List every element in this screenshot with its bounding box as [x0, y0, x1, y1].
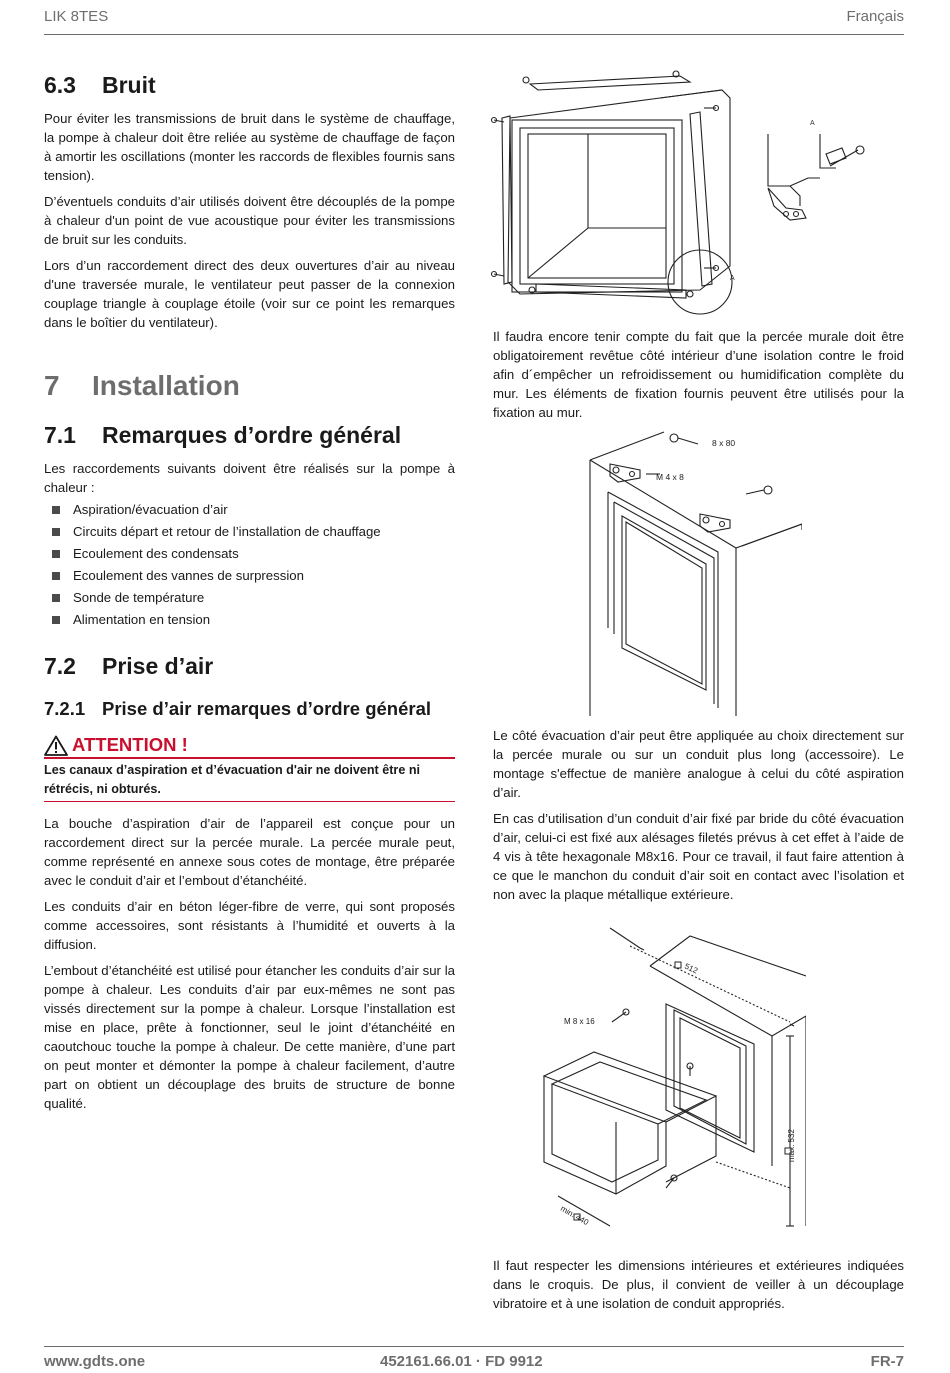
section-number: 7.2	[44, 653, 76, 679]
dimension-label: min. 440	[559, 1203, 591, 1228]
paragraph: Les conduits d’air en béton léger-fibre de verre, qui sont proposés comme accessoires, sont résistants à l’humidité et ouverts à la diffusion.	[44, 899, 455, 952]
paragraph: L’embout d’étanchéité est utilisé pour étancher les conduits d’air sur la pompe à chaleur. Les conduits d’air par eux-mêmes ne sont pas vissés directement sur la pompe à chaleur. Lorsque l’installation est mise en place, prête à fonctionner, seul le joint d’étanchéité en caoutchouc touche la pompe à chaleur. De cette manière, d’une part on peut monter et démonter la pompe à chaleur facilement, d’autre part on obtient un découplage des bruits de structure de bonne qualité.	[44, 963, 455, 1111]
section-title: Prise d’air	[102, 653, 214, 679]
page-header	[44, 8, 904, 35]
chapter-number: 7	[44, 370, 60, 401]
list-item	[44, 543, 455, 565]
list-item	[44, 609, 455, 631]
list-item-label: Ecoulement des vannes de surpression	[73, 568, 304, 583]
connection-list	[44, 499, 455, 631]
header-model: LIK 8TES	[44, 8, 109, 25]
footer-doc-number: 452161.66.01 · FD 9912	[380, 1353, 543, 1370]
right-column-block-2	[493, 726, 904, 911]
list-item	[44, 521, 455, 543]
section-7-2-heading	[44, 653, 455, 680]
attention-box	[44, 734, 455, 759]
dimension-label: 512	[683, 961, 700, 976]
paragraph: Lors d’un raccordement direct des deux ouvertures d’air au niveau d'une traversée murale, le ventilateur peut passer de la connexion couplage triangle à couplage étoile (voir sur ce point les remarques dans le boîtier du ventilateur).	[44, 258, 455, 330]
chapter-title: Installation	[92, 370, 240, 401]
wall-frame-figure	[490, 68, 904, 320]
section-number: 6.3	[44, 72, 76, 98]
right-column-block-3	[493, 1256, 904, 1320]
list-item	[44, 565, 455, 587]
bullet-square-icon	[52, 616, 60, 624]
list-item-label: Alimentation en tension	[73, 612, 211, 627]
duct-dimension-figure	[540, 926, 806, 1244]
bullet-square-icon	[52, 594, 60, 602]
page-number: FR-7	[870, 1353, 904, 1370]
paragraph: En cas d’utilisation d’un conduit d’air fixé par bride du côté évacuation d’air, celui-ci est fixé aux alésages filetés prévus à cet effet à l’aide de 4 vis à tête hexagonale M8x16. Pour ce travail, il faut faire attention à ce que le manchon du conduit d’air soit en contact avec l’isolation et non avec la plaque métallique extérieure.	[493, 811, 904, 902]
list-item	[44, 499, 455, 521]
section-number: 7.2.1	[44, 698, 86, 719]
section-title: Bruit	[102, 72, 156, 98]
right-column-block-1	[493, 327, 904, 429]
header-language: Français	[846, 8, 904, 25]
section-number: 7.1	[44, 422, 76, 448]
attention-text: Les canaux d’aspiration et d’évacuation d'air ne doivent être ni rétrécis, ni obturés.	[44, 761, 455, 802]
attention-title	[44, 734, 455, 756]
paragraph: D’éventuels conduits d’air utilisés doivent être découplés de la pompe à chaleur d'un point de vue acoustique pour éviter les transmissions de bruit sur les conduits.	[44, 194, 455, 247]
section-title: Remarques d’ordre général	[102, 422, 402, 448]
bullet-square-icon	[52, 506, 60, 514]
wall-mount-figure	[586, 428, 802, 716]
chapter-7-heading	[44, 370, 455, 402]
dimension-label: max. 532	[787, 1129, 796, 1162]
page-footer	[44, 1346, 904, 1373]
footer-url: www.gdts.one	[44, 1353, 146, 1370]
paragraph: Le côté évacuation d’air peut être appliquée au choix directement sur la percée murale ou sur un conduit plus long (accessoire). Le montage s'effectue de manière analogue à celui du côté aspiration d’air.	[493, 728, 904, 800]
bullet-square-icon	[52, 572, 60, 580]
section-title: Prise d’air remarques d’ordre général	[102, 698, 432, 719]
list-item-label: Ecoulement des condensats	[73, 546, 239, 561]
paragraph: La bouche d’aspiration d’air de l’appareil est conçue pour un raccordement direct sur la percée murale. La percée murale peut, comme représenté en annexe sous cotes de montage, être préparée avec le conduit d’air et l’embout d’étanchéité.	[44, 816, 455, 888]
left-column	[44, 66, 455, 1120]
detail-label: A	[730, 275, 735, 282]
section-7-1-heading	[44, 422, 455, 449]
warning-triangle-icon	[44, 735, 68, 756]
section-7-2-1-heading	[44, 698, 455, 720]
list-item-label: Aspiration/évacuation d’air	[73, 502, 228, 517]
list-item-label: Circuits départ et retour de l’installation de chauffage	[73, 524, 381, 539]
paragraph: Pour éviter les transmissions de bruit dans le système de chauffage, la pompe à chaleur doit être reliée au système de chauffage de façon à amortir les oscillations (monter les raccords de flexibles fournis sans tension).	[44, 111, 455, 183]
bullet-square-icon	[52, 550, 60, 558]
screw-size-label: 8 x 80	[712, 438, 736, 448]
bolt-size-label: M 8 x 16	[564, 1017, 595, 1026]
section-6-3-heading	[44, 72, 455, 99]
bullet-square-icon	[52, 528, 60, 536]
paragraph: Il faudra encore tenir compte du fait que la percée murale doit être obligatoirement revêtue côté intérieur d’une isolation contre le froid afin d´empêcher un refroidissement ou humidification complète du mur. Les éléments de fixation fournis peuvent être utilisés pour la fixation au mur.	[493, 329, 904, 420]
bolt-size-label: M 4 x 8	[656, 472, 684, 482]
paragraph: Les raccordements suivants doivent être réalisés sur la pompe à chaleur :	[44, 461, 455, 495]
paragraph: Il faut respecter les dimensions intérieures et extérieures indiquées dans le croquis. De plus, il convient de veiller à un découplage vibratoire et à une isolation de conduit appropriés.	[493, 1258, 904, 1311]
list-item-label: Sonde de température	[73, 590, 205, 605]
attention-label: ATTENTION !	[72, 734, 188, 755]
detail-label: A	[810, 120, 815, 127]
list-item	[44, 587, 455, 609]
